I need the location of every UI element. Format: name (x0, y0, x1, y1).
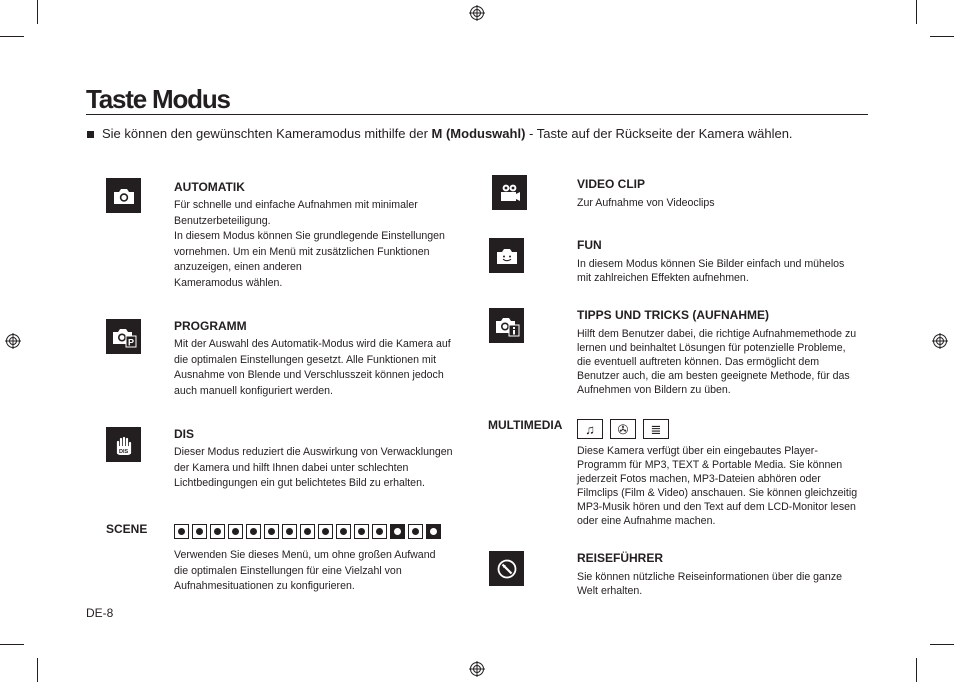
title-divider (86, 114, 868, 115)
crop-mark (916, 0, 917, 24)
tips-camera-icon (489, 308, 524, 343)
mode-heading-fun: FUN (577, 238, 602, 252)
scene-mode-icon (426, 524, 441, 539)
scene-mode-icon (228, 524, 243, 539)
dis-hand-icon (106, 427, 141, 462)
music-note-icon: ♫ (577, 419, 603, 439)
crop-mark (37, 0, 38, 24)
intro-text (86, 126, 793, 141)
intro-text-pre: Sie können den gewünschten Kameramodus mithilfe der (102, 126, 432, 141)
fun-smile-camera-icon (489, 238, 524, 273)
page-number: DE-8 (86, 606, 114, 620)
intro-text-post: - Taste auf der Rückseite der Kamera wählen. (525, 126, 793, 141)
crop-mark (0, 36, 24, 37)
scene-mode-icon (246, 524, 261, 539)
scene-mode-icon (210, 524, 225, 539)
registration-mark-icon (469, 5, 485, 21)
crop-mark (0, 644, 24, 645)
scene-mode-icon (390, 524, 405, 539)
compass-icon (489, 551, 524, 586)
svg-text:DIS: DIS (118, 448, 128, 455)
multimedia-description: Diese Kamera verfügt über ein eingebautes Player- Programm für MP3, TEXT & Portable Media. Sie können jederzeit Fotos machen, MP3-Dateien abhören oder Filmclips (Film & Video) anschauen. Sie können gleichzeitig MP3-Musik hören und den Text auf dem LCD-Monitor lesen oder eine Aufnahme machen. (577, 445, 858, 527)
scene-description: Verwenden Sie dieses Menü, um ohne großen Aufwand die optimalen Einstellungen für eine Vielzahl von Aufnahmesituationen zu konfigurieren. (174, 549, 436, 593)
mode-description-reisefuehrer: Sie können nützliche Reiseinformationen über die ganze Welt erhalten. (577, 571, 843, 597)
registration-mark-icon (5, 333, 21, 349)
scene-mode-icon (264, 524, 279, 539)
mode-heading-programm: PROGRAMM (174, 319, 247, 333)
multimedia-icon-row (577, 419, 669, 439)
registration-mark-icon (932, 333, 948, 349)
scene-label: SCENE (106, 522, 148, 536)
multimedia-label: MULTIMEDIA (488, 418, 563, 432)
scene-mode-icon (408, 524, 423, 539)
mode-description-dis: Dieser Modus reduziert die Auswirkung von Verwacklungen der Kamera und hilft Ihnen dabei unter schlechten Lichtbedingungen ein gut belichtetes Bild zu erhalten. (174, 446, 453, 490)
crop-mark (37, 658, 38, 682)
camera-auto-icon (106, 178, 141, 213)
scene-mode-icon (318, 524, 333, 539)
mode-heading-reisefuehrer: REISEFÜHRER (577, 551, 664, 565)
scene-mode-icon (336, 524, 351, 539)
page-title: Taste Modus (86, 84, 230, 114)
crop-mark (916, 658, 917, 682)
mode-heading-dis: DIS (174, 427, 195, 441)
scene-mode-icon (300, 524, 315, 539)
mode-heading-automatik: AUTOMATIK (174, 180, 245, 194)
crop-mark (930, 644, 954, 645)
scene-mode-icon (282, 524, 297, 539)
crop-mark (930, 36, 954, 37)
mode-description-programm: Mit der Auswahl des Automatik-Modus wird die Kamera auf die optimalen Einstellungen gesetzt. Alle Funktionen mit Ausnahme von Blende und Verschlusszeit können jedoch auch manuell konfiguriert werden. (174, 338, 451, 397)
bullet-square-icon (87, 131, 94, 138)
text-document-icon: ≣ (643, 419, 669, 439)
registration-mark-icon (469, 661, 485, 677)
scene-mode-icon (372, 524, 387, 539)
scene-mode-icon (192, 524, 207, 539)
mode-description-automatik: Für schnelle und einfache Aufnahmen mit minimaler Benutzerbeteiligung. In diesem Modus können Sie grundlegende Einstellungen vornehmen. Um ein Menü mit zusätzlichen Funktionen anzuzeigen, einen anderen Kameramodus wählen. (174, 199, 445, 289)
mode-description-tipps-und-tricks: Hilft dem Benutzer dabei, die richtige Aufnahmemethode zu lernen und beinhaltet Lösungen für potenzielle Probleme, die eventuell auftreten können. Das ermöglicht dem Benutzer auch, die am besten geeignete Methode, für das Aufnehmen von Bildern zu üben. (577, 328, 857, 396)
scene-mode-icon (354, 524, 369, 539)
scene-icon-row (174, 524, 441, 539)
mode-description-fun: In diesem Modus können Sie Bilder einfach und mühelos mit zahlreichen Effekten aufnehmen. (577, 258, 845, 284)
scene-mode-icon (174, 524, 189, 539)
svg-text:P: P (127, 337, 134, 347)
video-camera-icon (492, 175, 527, 210)
film-reel-icon: ✇ (610, 419, 636, 439)
mode-heading-tipps-und-tricks: TIPPS UND TRICKS (AUFNAHME) (577, 308, 769, 322)
camera-program-icon (106, 319, 141, 354)
intro-text-bold: M (Moduswahl) (431, 126, 526, 141)
mode-description-video-clip: Zur Aufnahme von Videoclips (577, 197, 715, 209)
mode-heading-video-clip: VIDEO CLIP (577, 177, 646, 191)
